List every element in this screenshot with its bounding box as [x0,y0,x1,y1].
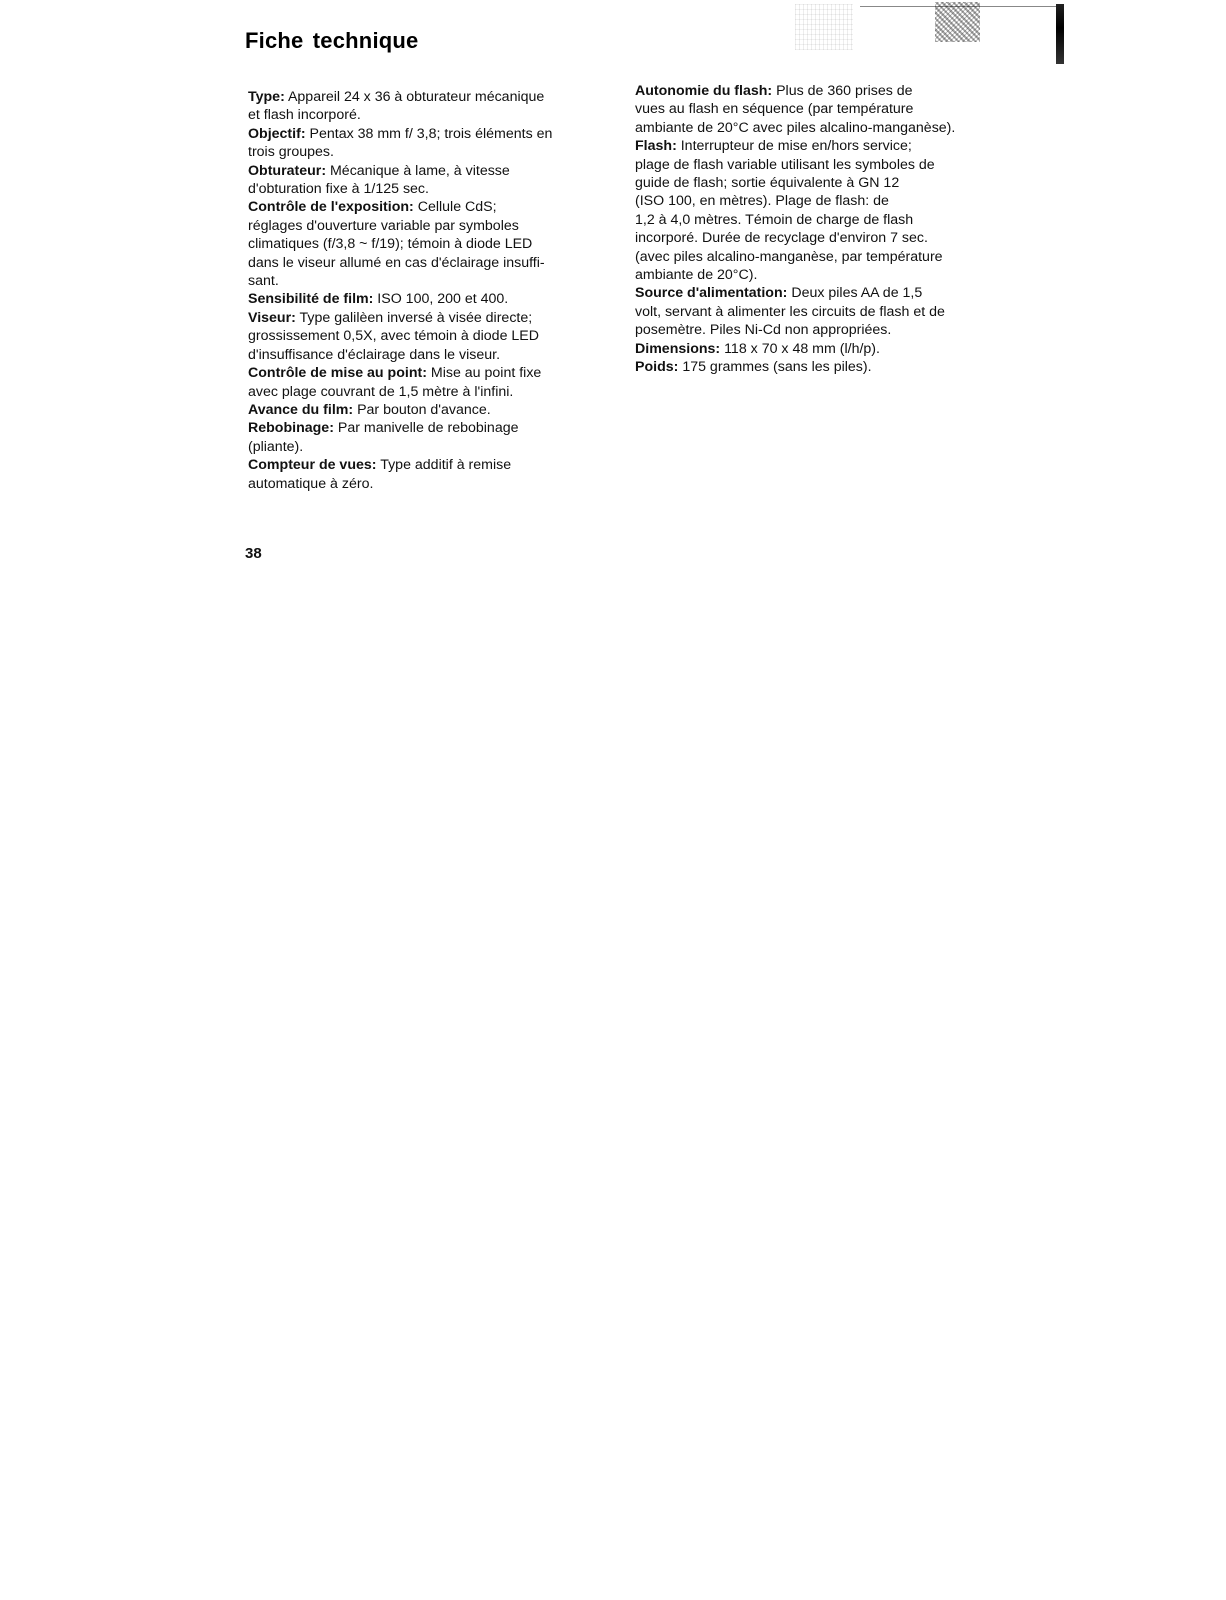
spec-entry [635,82,1005,137]
spec-text-line: 1,2 à 4,0 mètres. Témoin de charge de flash [635,211,914,228]
spec-label: Autonomie du flash [635,83,768,99]
spec-text-line: guide de flash; sortie équivalente à GN 12 [635,175,900,192]
spec-label: Obturateur [248,162,322,179]
spec-text-line: Mécanique à lame, à vitesse [326,162,510,179]
spec-entry [248,419,608,456]
spec-text-line: avec plage couvrant de 1,5 mètre à l'infini. [248,383,514,400]
spec-entry [248,88,608,125]
spec-text-line: (pliante). [248,438,304,455]
spec-label-colon: : [291,309,296,326]
spec-text-line: et flash incorporé. [248,107,361,124]
spec-entry [635,358,1005,376]
spec-text-line: Par bouton d'avance. [353,401,491,418]
spec-label-colon: : [422,365,427,382]
spec-entry [248,364,608,401]
spec-text-line: posemètre. Piles Ni-Cd non appropriées. [635,322,892,339]
spec-label: Source d'alimentation [635,285,783,302]
spec-text-line: Mise au point fixe [426,365,542,382]
spec-text-line: dans le viseur allumé en cas d'éclairage insuffi- [248,254,545,271]
page-title: Fiche technique [245,28,419,53]
spec-text-line: d'insuffisance d'éclairage dans le viseur. [248,346,501,363]
spec-label-colon: : [715,340,721,357]
spec-label: Avance du film [248,401,349,418]
spec-text-line: ambiante de 20°C avec piles alcalino-manganèse). [635,119,956,136]
spec-entry [248,290,608,308]
spec-label-colon: : [348,401,354,418]
spec-label-colon: : [409,199,414,216]
spec-entry [635,137,1005,284]
spec-entry [248,309,608,364]
spec-label: Sensibilité de film [248,291,369,308]
spec-label: Compteur de vues [248,457,372,474]
spec-text-line: volt, servant à alimenter les circuits de flash et de [635,303,945,320]
spec-text-line: vues au flash en séquence (par température [635,101,914,118]
spec-text-line: d'obturation fixe à 1/125 sec. [248,181,429,198]
spec-label-colon: : [329,420,334,437]
spec-text-line: Pentax 38 mm f/ 3,8; trois éléments en [305,125,553,142]
spec-label: Dimensions [635,340,716,357]
spec-text-line: Interrupteur de mise en/hors service; [676,138,912,155]
spec-text-line: plage de flash variable utilisant les symboles de [635,156,935,173]
spec-label-colon: : [371,457,377,474]
spec-text-line: sant. [248,273,279,290]
spec-text-line: ISO 100, 200 et 400. [373,291,509,308]
spec-text-line: réglages d'ouverture variable par symboles [248,217,519,234]
spec-entry [248,198,608,290]
spec-text-line: (avec piles alcalino-manganèse, par température [635,248,943,265]
spec-entry [635,284,1005,339]
spec-text-line: ambiante de 20°C). [635,267,758,284]
spec-label-colon: : [782,285,788,302]
scan-artifact [795,4,853,50]
scan-artifact-bar [1056,4,1064,64]
spec-text-line: grossissement 0,5X, avec témoin à diode LED [248,328,539,345]
spec-label: Rebobinage [248,420,330,437]
spec-label: Poids [635,359,674,376]
spec-text-line: Type galilèen inversé à visée directe; [295,309,533,326]
spec-entry [248,162,608,199]
spec-column-left [248,88,608,493]
spec-column-right [635,82,1005,377]
spec-entry [635,340,1005,358]
spec-label-colon: : [280,89,285,105]
spec-text-line: climatiques (f/3,8 ~ f/19); témoin à diode LED [248,236,533,253]
spec-label-colon: : [672,138,677,155]
spec-label-colon: : [767,83,773,99]
spec-text-line: Appareil 24 x 36 à obturateur mécanique [284,89,545,105]
spec-text-line: Deux piles AA de 1,5 [787,285,923,302]
spec-entry [248,401,608,419]
spec-label: Contrôle de l'exposition [248,199,410,216]
spec-label-colon: : [673,359,679,376]
spec-text-line: 175 grammes (sans les piles). [678,359,872,376]
spec-text-line: Plus de 360 prises de [772,83,913,99]
spec-label: Type [248,89,281,105]
spec-text-line: trois groupes. [248,144,334,161]
spec-label-colon: : [321,162,327,179]
spec-text-line: Type additif à remise [376,457,512,474]
spec-label: Contrôle de mise au point [248,365,423,382]
spec-label: Flash [635,138,673,155]
spec-text-line: (ISO 100, en mètres). Plage de flash: de [635,193,889,210]
spec-text-line: automatique à zéro. [248,475,374,492]
spec-label: Viseur [248,309,292,326]
spec-label-colon: : [368,291,374,308]
page-number: 38 [245,545,262,562]
spec-entry [248,456,608,493]
spec-text-line: Cellule CdS; [413,199,497,216]
spec-entry [248,125,608,162]
spec-label: Objectif [248,125,301,142]
scan-artifact-dark [935,2,980,42]
spec-text-line: incorporé. Durée de recyclage d'environ 7 sec. [635,230,928,247]
spec-text-line: Par manivelle de rebobinage [333,420,519,437]
spec-text-line: 118 x 70 x 48 mm (l/h/p). [720,340,880,357]
spec-label-colon: : [300,125,306,142]
